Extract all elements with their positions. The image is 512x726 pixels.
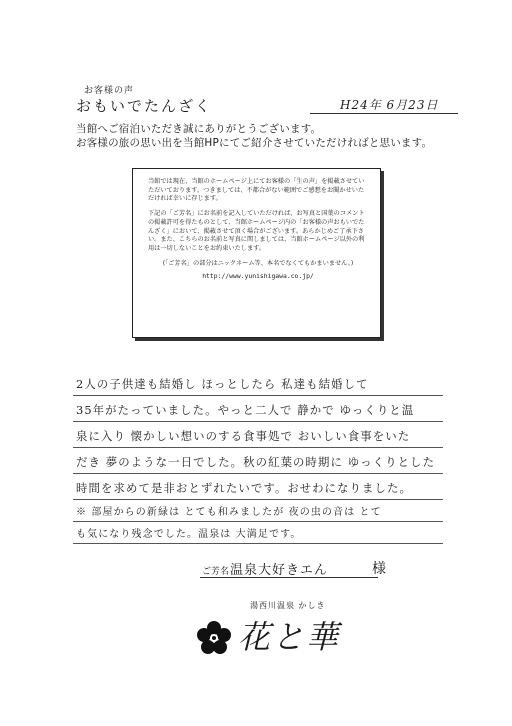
logo-subtitle: 湯西川温泉 かしき xyxy=(250,601,326,610)
writing-rule xyxy=(73,473,443,474)
signature-name: 温泉大好きエん xyxy=(230,563,329,578)
intro-line: お客様の旅の思い出を当館HPにてご紹介させていただければと思います。 xyxy=(76,137,433,149)
logo-name: 花と華 xyxy=(238,618,341,656)
message-line: 35年がたっていました。やっと二人で 静かで ゆっくりと温 xyxy=(76,403,415,417)
honorific: 様 xyxy=(372,561,386,577)
writing-rule xyxy=(73,499,443,500)
writing-rule xyxy=(73,395,443,396)
message-line: 2人の子供達も結婚し ほっとしたら 私達も結婚して xyxy=(76,377,369,391)
name-underline xyxy=(200,577,378,578)
message-line: 泉に入り 懐かしい想いのする食事処で おいしい食事をいた xyxy=(76,429,411,443)
website-url: http://www.yunishigawa.co.jp/ xyxy=(202,272,314,281)
writing-rule xyxy=(73,543,443,544)
writing-rule xyxy=(73,421,443,422)
notice-paragraph: 下記の「ご芳名」にお名前を記入していただければ、お写真と国葉のコメントの掲載許可を得たものとして、当館ホームページ内の「お客様の声おもいでたんざく」において、掲載させて頂く場合がございます。あらかじめご了承下さい。また、こちらのお名前と写真に関しましては、当館ホームページ以外の利用は一切しないことをお約束いたします。 xyxy=(148,210,365,252)
notice-paragraph: 当館では現在、当館のホームページ上にてお客様の「生の声」を掲載させていただいております。つきましては、不都合がない範囲でご感想をお聞かせいただければ幸いに存じます。 xyxy=(148,178,365,203)
message-line: も気になり残念でした。温泉は 大満足です。 xyxy=(76,529,302,540)
handwritten-date: H24年 6月23日 xyxy=(340,98,439,112)
intro-line: 当館へご宿泊いただき誠にありがとうございます。 xyxy=(76,123,322,135)
notice-box xyxy=(132,168,381,338)
name-label: ご芳名 xyxy=(202,567,230,577)
message-line: ※ 部屋からの新緑は とても和みましたが 夜の虫の音は とて xyxy=(76,507,382,518)
writing-rule xyxy=(73,447,443,448)
writing-rule xyxy=(73,521,443,522)
flower-logo-icon xyxy=(196,620,232,656)
message-line: 時間を求めて是非おとずれたいです。おせわになりました。 xyxy=(76,481,412,495)
intro-text xyxy=(76,122,432,150)
message-line: だき 夢のような一日でした。秋の紅葉の時期に ゆっくりとした xyxy=(76,455,436,469)
section-label: お客様の声 xyxy=(84,86,135,96)
notice-note: (「ご芳名」の部分はニックネーム等、本名でなくてもかまいません。) xyxy=(162,259,354,267)
page-title: おもいでたんざく xyxy=(76,97,213,115)
